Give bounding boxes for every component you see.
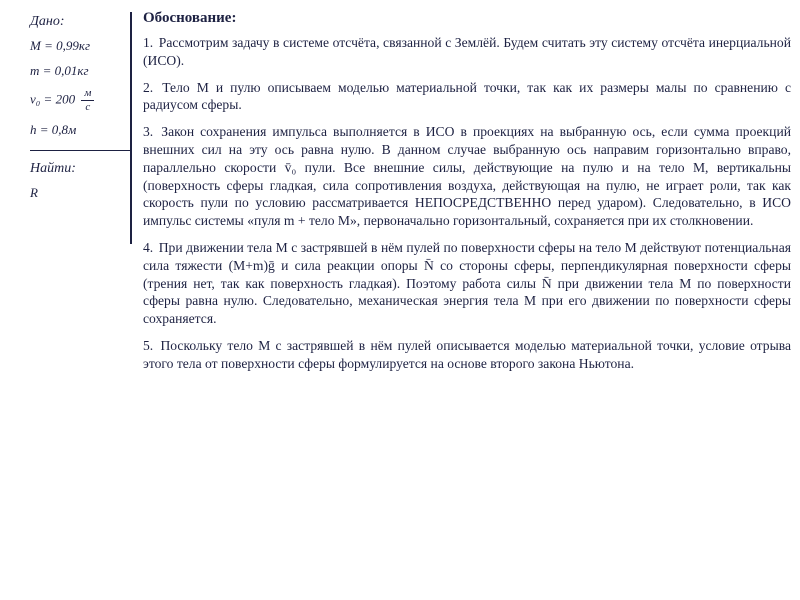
given-find-divider	[30, 150, 130, 151]
given-label: Дано:	[30, 14, 65, 29]
unit-numerator: м	[81, 88, 94, 101]
paragraph-4	[143, 239, 791, 328]
given-item-mass-M	[30, 38, 128, 54]
paragraph-4-text: При движении тела M с застрявшей в нём пулей по поверхности сферы на тело M действуют потенциальная сила тяжести (M+m)ḡ и сила реакции опоры N̄ со стороны сферы, перпендикулярная поверхности сферы (трения нет, так как поверхность гладкая). Поэтому работа силы N̄ при движении тела M по поверхности сферы равна нулю. Следовательно, механическая энергия тела M при его движении по поверхности сферы сохраняется.	[143, 239, 791, 327]
value-v0: = 200	[43, 91, 76, 107]
symbol-v0: v₀	[30, 91, 41, 107]
value-h: = 0,8м	[39, 122, 77, 137]
value-M: = 0,99кг	[44, 38, 91, 53]
find-value: R	[30, 185, 38, 200]
given-item-mass-m	[30, 63, 128, 79]
sidebar-divider-line	[130, 12, 132, 244]
given-item-velocity	[30, 88, 128, 113]
given-find-panel	[30, 14, 128, 201]
unit-fraction-m-per-s	[81, 88, 94, 113]
paragraph-2-number: 2.	[143, 79, 154, 95]
paragraph-2-text: Тело M и пулю описываем моделью материальной точки, так как их размеры малы по сравнению с радиусом сферы.	[143, 79, 791, 113]
paragraph-5-number: 5.	[143, 337, 154, 353]
paragraph-1-text: Рассмотрим задачу в системе отсчёта, связанной с Землёй. Будем считать эту систему отсчёта инерциальной (ИСО).	[143, 35, 791, 68]
find-label: Найти:	[30, 161, 76, 176]
given-item-height	[30, 122, 128, 138]
paragraph-5-text: Поскольку тело M с застрявшей в нём пулей описывается моделью материальной точки, условие отрыва этого тела от поверхности сферы формулируется на основе второго закона Ньютона.	[143, 337, 791, 371]
symbol-m: m	[30, 63, 40, 78]
given-section	[30, 14, 128, 138]
paragraph-3-text: Закон сохранения импульса выполняется в ИСО в проекциях на выбранную ось, если сумма проекций внешних сил на эту ось равна нулю. В данном случае выбранную ось направим горизонтально вправо, параллельно скорости v̄₀ пули. Все внешние силы, действующие на пулю и на тело M, вертикальны (поверхность сферы гладкая, сила сопротивления воздуха, действующая на пулю, не играет роли, так как скорость пули по условию рассматривается НЕПОСРЕДСТВЕННО перед ударом). Следовательно, в ИСО импульс системы «пуля m + тело M», первоначально горизонтальный, сохраняется при их столкновении.	[143, 124, 791, 229]
paragraph-4-number: 4.	[143, 239, 154, 255]
paragraph-3-number: 3.	[143, 124, 154, 140]
section-heading: Обоснование:	[143, 10, 237, 26]
find-section	[30, 161, 128, 201]
value-m: = 0,01кг	[42, 63, 89, 78]
paragraph-5	[143, 337, 791, 373]
symbol-M: M	[30, 38, 41, 53]
justification-section	[143, 10, 791, 382]
paragraph-3	[143, 123, 791, 230]
symbol-h: h	[30, 122, 37, 137]
paragraph-1	[143, 34, 791, 70]
paragraph-2	[143, 79, 791, 115]
unit-denominator: с	[85, 101, 91, 113]
paragraph-1-number: 1.	[143, 35, 154, 50]
